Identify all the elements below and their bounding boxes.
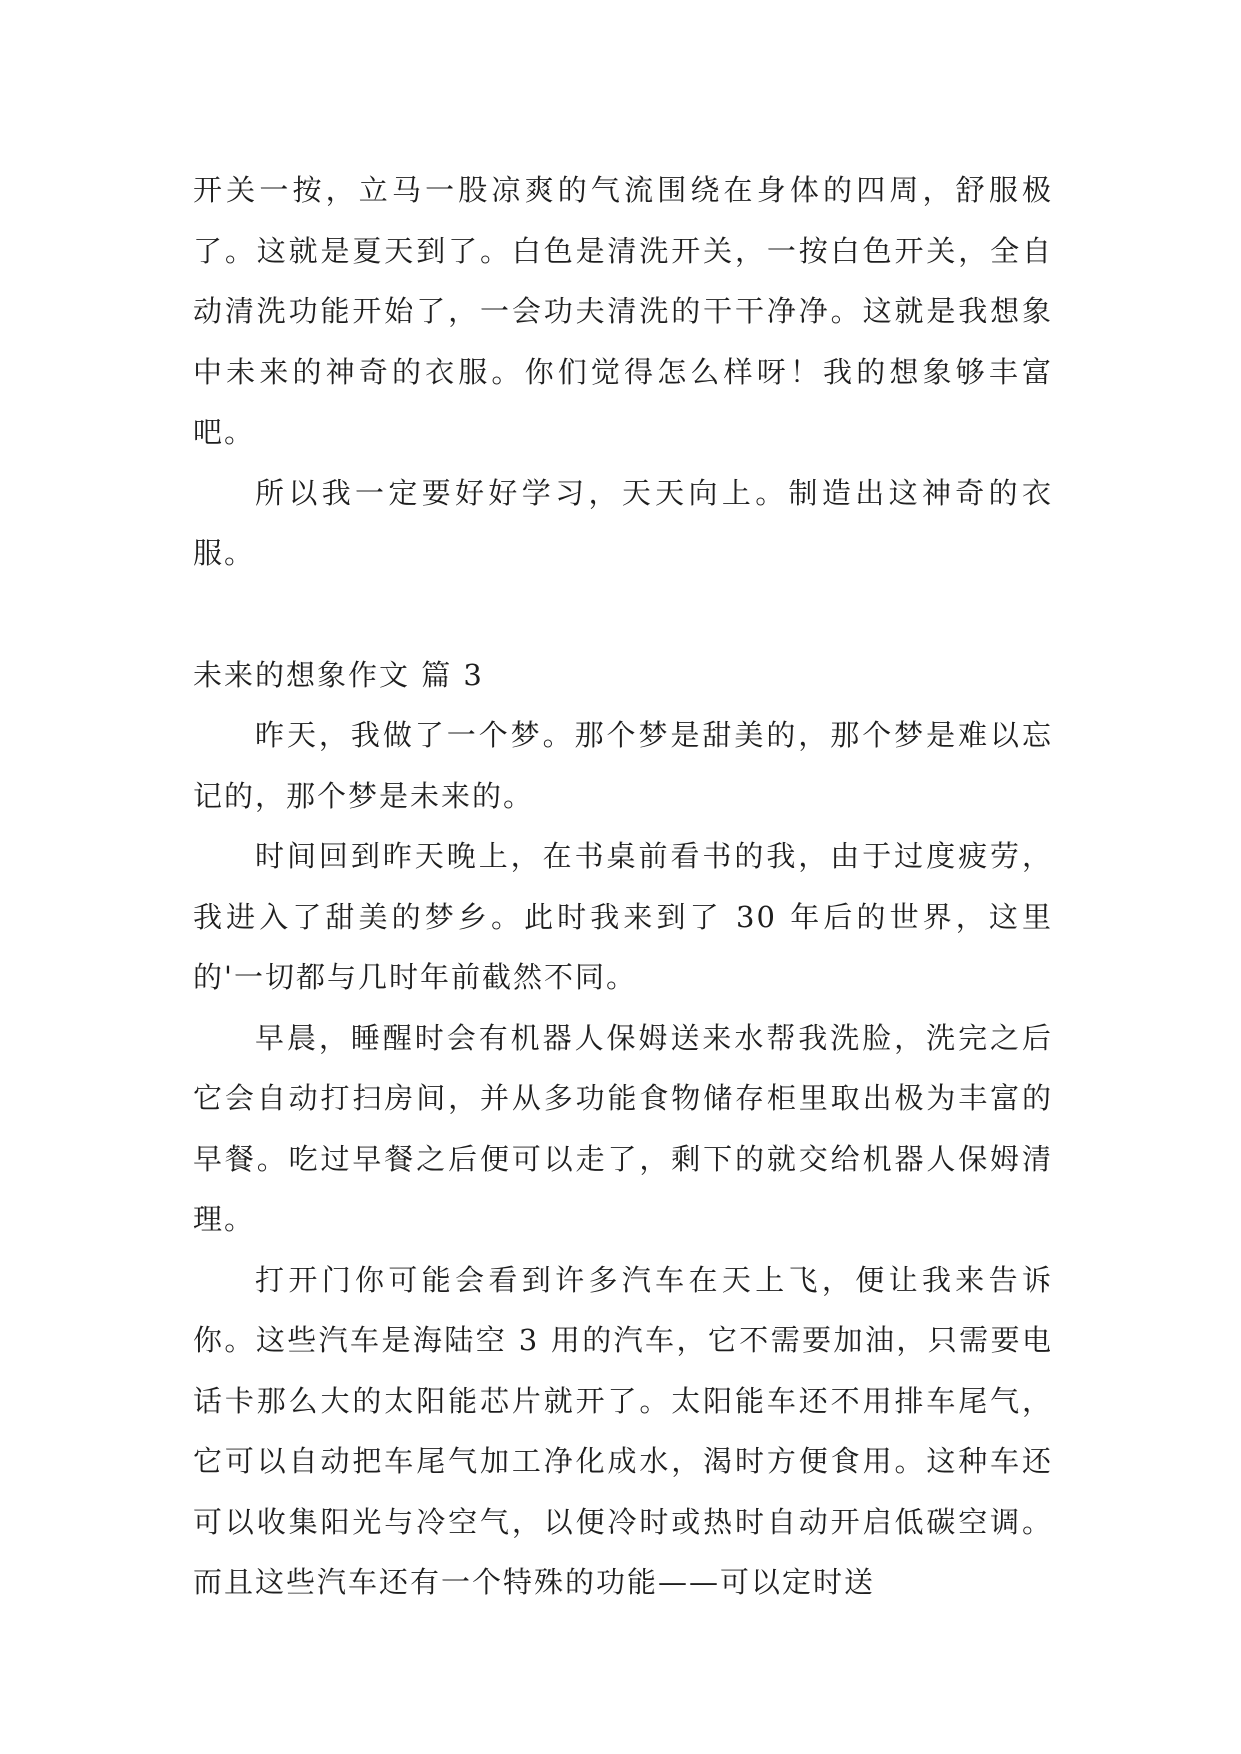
paragraph: 昨天，我做了一个梦。那个梦是甜美的，那个梦是难以忘记的，那个梦是未来的。: [193, 718, 1053, 813]
paragraph: 所以我一定要好好学习，天天向上。制造出这神奇的衣服。: [193, 475, 1053, 570]
paragraph-continuation: 开关一按，立马一股凉爽的气流围绕在身体的四周，舒服极了。这就是夏天到了。白色是清洗开关，一按白色开关，全自动清洗功能开始了，一会功夫清洗的干干净净。这就是我想象中未来的神奇的衣服。你们觉得怎么样呀！我的想象够丰富吧。: [193, 173, 1053, 449]
section-gap: [193, 584, 1053, 645]
paragraph: 早晨，睡醒时会有机器人保姆送来水帮我洗脸，洗完之后它会自动打扫房间，并从多功能食物储存柜里取出极为丰富的早餐。吃过早餐之后便可以走了，剩下的就交给机器人保姆清理。: [193, 1020, 1053, 1236]
paragraph: 时间回到昨天晚上，在书桌前看书的我，由于过度疲劳，我进入了甜美的梦乡。此时我来到了 30 年后的世界，这里的'一切都与几时年前截然不同。: [193, 839, 1053, 994]
section-title: 未来的想象作文 篇 3: [193, 657, 484, 692]
paragraph: 打开门你可能会看到许多汽车在天上飞，便让我来告诉你。这些汽车是海陆空 3 用的汽车，它不需要加油，只需要电话卡那么大的太阳能芯片就开了。太阳能车还不用排车尾气，它可以自动把车尾气加工净化成水，渴时方便食用。这种车还可以收集阳光与冷空气，以便冷时或热时自动开启低碳空调。而且这些汽车还有一个特殊的功能——可以定时送: [193, 1262, 1053, 1599]
document-body: [193, 160, 1053, 1613]
